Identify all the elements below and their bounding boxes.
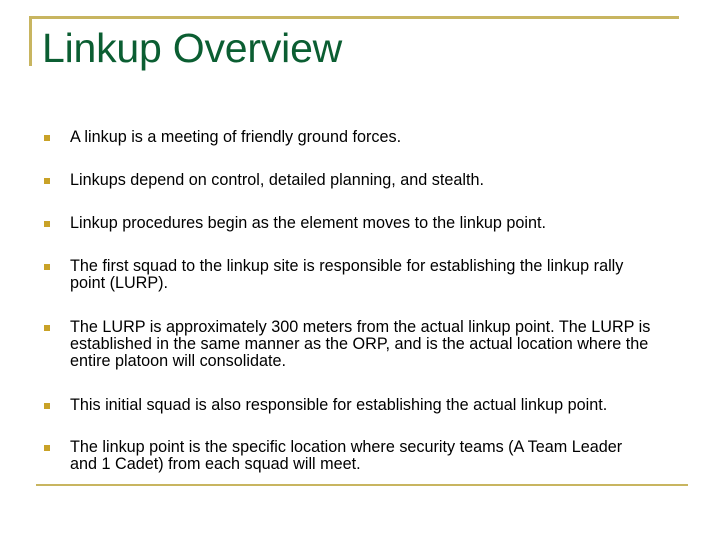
square-bullet-icon bbox=[44, 403, 50, 409]
bullet-text: The linkup point is the specific location where security teams (A Team Leader and 1 Cadet) from each squad will meet. bbox=[70, 438, 623, 473]
bullet-text: Linkup procedures begin as the element moves to the linkup point. bbox=[70, 214, 547, 232]
square-bullet-icon bbox=[44, 264, 50, 270]
square-bullet-icon bbox=[44, 221, 50, 227]
bullet-text: A linkup is a meeting of friendly ground forces. bbox=[70, 128, 402, 146]
bullet-text: Linkups depend on control, detailed planning, and stealth. bbox=[70, 171, 484, 189]
bullet-text: The LURP is approximately 300 meters from the actual linkup point. The LURP is established in the same manner as the ORP, and is the actual location where the entire platoon will consolidate. bbox=[70, 318, 651, 370]
bullet-text: This initial squad is also responsible for establishing the actual linkup point. bbox=[70, 396, 608, 414]
title-accent-rule-top bbox=[29, 16, 679, 19]
title-accent-rule-left bbox=[29, 16, 32, 66]
square-bullet-icon bbox=[44, 135, 50, 141]
square-bullet-icon bbox=[44, 325, 50, 331]
slide-title: Linkup Overview bbox=[42, 25, 343, 71]
bullet-text: The first squad to the linkup site is responsible for establishing the linkup rally point (LURP). bbox=[70, 257, 624, 292]
square-bullet-icon bbox=[44, 178, 50, 184]
square-bullet-icon bbox=[44, 445, 50, 451]
footer-accent-rule bbox=[36, 484, 688, 486]
